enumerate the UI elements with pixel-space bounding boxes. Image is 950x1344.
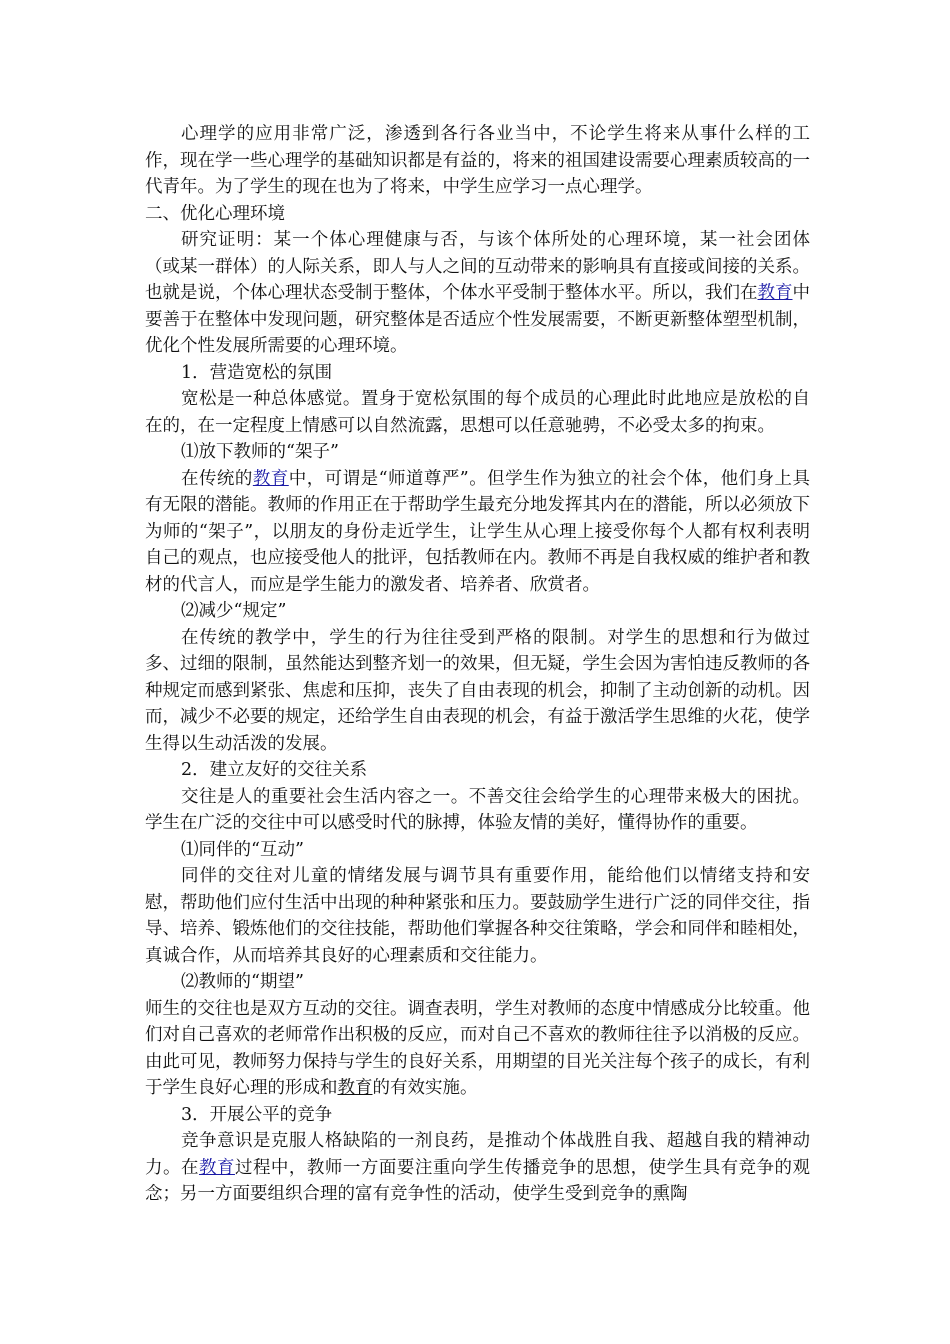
document-page: [145, 121, 810, 1208]
paragraph-text: 研究证明：某一个体心理健康与否，与该个体所处的心理环境，某一社会团体（或某一群体）的人际关系，即人与人之间的互动带来的影响具有直接或间接的关系。也就是说，个体心理状态受制于整体，个体水平受制于整体水平。所以，我们在: [145, 230, 810, 303]
paragraph-competition: [145, 1128, 810, 1208]
paragraph-research-proof: [145, 227, 810, 360]
subheading-teacher-expectation: ⑵教师的“期望”: [181, 972, 304, 992]
paragraph-traditional-teaching: 在传统的教学中，学生的行为往往受到严格的限制。对学生的思想和行为做过多、过细的限制，虽然能达到整齐划一的效果，但无疑，学生会因为害怕违反教师的各种规定而感到紧张、焦虑和压抑，丧失了自由表现的机会，抑制了主动创新的动机。因而，减少不必要的规定，还给学生自由表现的机会，有益于激活学生思维的火花，使学生得以生动活泼的发展。: [145, 627, 810, 754]
paragraph-text: 中，可谓是“师道尊严”。但学生作为独立的社会个体，他们身上具有无限的潜能。教师的作用正在于帮助学生最充分地发挥其内在的潜能，所以必须放下为师的“架子”，以朋友的身份走近学生，让学生从心理上接受你每个人都有权利表明自己的观点，也应接受他人的批评，包括教师在内。教师不再是自我权威的维护者和教材的代言人，而应是学生能力的激发者、培养者、欣赏者。: [145, 468, 810, 595]
subheading-peer-interaction: ⑴同伴的“互动”: [181, 839, 304, 860]
subheading-relaxed-atmosphere: 1．营造宽松的氛围: [181, 362, 333, 383]
subheading-fair-competition: 3．开展公平的竞争: [181, 1104, 333, 1125]
paragraph-teacher-student: [145, 996, 810, 1102]
subheading-reduce-rules: ⑵减少“规定”: [181, 601, 287, 621]
subheading-friendly-relations: 2．建立友好的交往关系: [181, 760, 368, 780]
paragraph-social-interaction: 交往是人的重要社会生活内容之一。不善交往会给学生的心理带来极大的困扰。学生在广泛的交往中可以感受时代的脉搏，体验友情的美好，懂得协作的重要。: [145, 786, 810, 833]
paragraph-text: 在传统的: [181, 468, 253, 489]
education-link[interactable]: 教育: [337, 1078, 373, 1098]
paragraph-psychology-application: 心理学的应用非常广泛，渗透到各行各业当中，不论学生将来从事什么样的工作，现在学一些心理学的基础知识都是有益的，将来的祖国建设需要心理素质较高的一代青年。为了学生的现在也为了将来，中学生应学习一点心理学。: [145, 124, 810, 197]
subheading-teacher-attitude: ⑴放下教师的“架子”: [181, 442, 339, 462]
education-link[interactable]: 教育: [757, 283, 793, 303]
paragraph-relaxed: 宽松是一种总体感觉。置身于宽松氛围的每个成员的心理此时此地应是放松的自在的，在一定程度上情感可以自然流露，思想可以任意驰骋，不必受太多的拘束。: [145, 389, 810, 436]
paragraph-text: 过程中，教师一方面要注重向学生传播竞争的思想，使学生具有竞争的观念；另一方面要组织合理的富有竞争性的活动，使学生受到竞争的熏陶: [145, 1157, 811, 1204]
paragraph-text: 的有效实施。: [372, 1078, 478, 1098]
education-link[interactable]: 教育: [198, 1157, 235, 1178]
paragraph-traditional-education: [145, 466, 810, 599]
paragraph-text: 师生的交往也是双方互动的交往。调查表明，学生对教师的态度中情感成分比较重。他们对自己喜欢的老师常作出积极的反应，而对自己不喜欢的教师往往予以消极的反应。由此可见，教师努力保持与学生的良好关系，用期望的目光关注每个孩子的成长，有利于学生良好心理的形成和: [145, 998, 810, 1098]
education-link[interactable]: 教育: [252, 468, 289, 489]
paragraph-peer-interaction: 同伴的交往对儿童的情绪发展与调节具有重要作用，能给他们以情绪支持和安慰，帮助他们应付生活中出现的种种紧张和压力。要鼓励学生进行广泛的同伴交往，指导、培养、锻炼他们的交往技能，帮助他们掌握各种交往策略，学会和同伴和睦相处，真诚合作，从而培养其良好的心理素质和交往能力。: [145, 866, 810, 966]
paragraph-text: 竞争意识是克服人格缺陷的一剂良药，是推动个体战胜自我、超越自我的精神动力。在: [145, 1131, 810, 1178]
paragraph-text: 中要善于在整体中发现问题，研究整体是否适应个性发展需要，不断更新整体塑型机制，优化个性发展所需要的心理环境。: [145, 283, 810, 356]
section-heading-optimize-environment: 二、优化心理环境: [145, 203, 285, 224]
